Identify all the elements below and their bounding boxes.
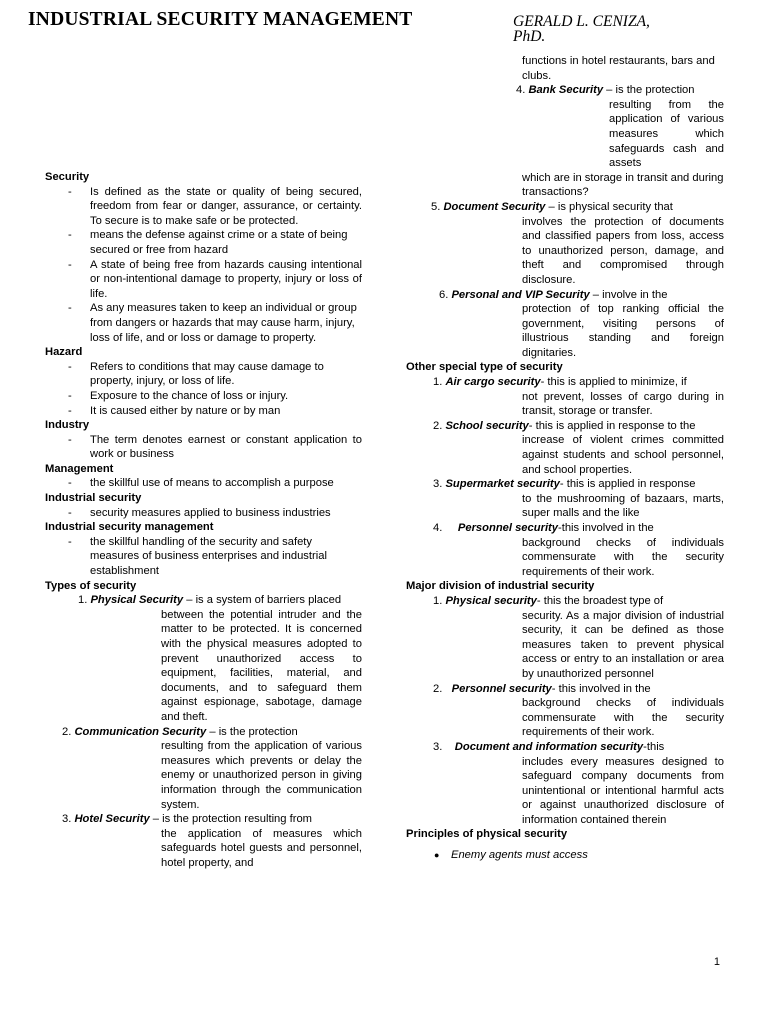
item-text-first: -this involved in the xyxy=(558,522,654,534)
item-term: Physical security xyxy=(445,594,537,607)
item-term: Document and information security xyxy=(454,740,644,753)
numbered-item xyxy=(406,477,724,521)
item-text-first: - this the broadest type of xyxy=(536,594,664,607)
item-text-first: - this is applied in response to the xyxy=(528,419,696,432)
numbered-item xyxy=(406,740,724,828)
list-item: - It is caused either by nature or by man xyxy=(45,404,362,419)
item-term: Hotel Security xyxy=(74,813,150,826)
bullet-item: ● Enemy agents must access xyxy=(406,848,724,863)
item-term: Communication Security xyxy=(74,725,207,738)
list-item: - As any measures taken to keep an individual or group from dangers or hazards that may cause harm, injury, loss of life, and or loss or damage to property. xyxy=(45,301,362,345)
list-item: - Refers to conditions that may cause damage to property, injury, or loss of life. xyxy=(45,360,362,389)
item-text-rest: resulting from the application of various measures which prevents or delay the enemy or unauthorized person in giving information through the communication system. xyxy=(161,740,362,811)
item-text-tail: which are in storage in transit and during transactions? xyxy=(522,171,724,199)
item-number: 4. xyxy=(516,84,526,97)
item-text-rest: includes every measures designed to safeguard company documents from unintentional or intentional harmful acts or against unauthorized disclosure of information contained therein xyxy=(522,755,724,826)
list-item: - Exposure to the chance of loss or injury. xyxy=(45,389,362,404)
continued-text: functions in hotel restaurants, bars and clubs. xyxy=(522,55,715,82)
heading-security: Security xyxy=(45,171,90,183)
author-line-1: GERALD L. CENIZA, xyxy=(513,13,650,30)
left-column xyxy=(45,170,362,871)
item-term: Document Security xyxy=(443,200,546,213)
item-text-first: - this is applied in response xyxy=(559,478,696,491)
item-text-rest: involves the protection of documents and classified papers from loss, access to unauthorized person, damage, and theft and compromised through disclosure. xyxy=(522,215,724,286)
heading-industrial-security-management: Industrial security management xyxy=(45,521,214,534)
item-text-first: – is the protection xyxy=(603,84,695,97)
item-number: 2. xyxy=(433,419,443,432)
item-number: 1. xyxy=(433,594,443,607)
heading-industrial-security: Industrial security xyxy=(45,492,142,505)
item-text-rest: increase of violent crimes committed against students and school personnel, and school properties. xyxy=(522,434,724,476)
heading-principles: Principles of physical security xyxy=(406,828,568,841)
item-text-rest: protection of top ranking official the government, visiting persons of illustrious standing and foreign dignitaries. xyxy=(522,303,724,359)
item-text-first: - this is applied to minimize, if xyxy=(540,376,687,389)
right-column xyxy=(406,54,724,863)
item-term: Personnel security xyxy=(457,522,558,534)
item-term: Physical Security xyxy=(90,594,184,607)
item-text-first: – is a system of barriers placed xyxy=(183,594,342,607)
numbered-item xyxy=(406,594,724,682)
item-number: 1. xyxy=(433,376,443,389)
item-text-first: – involve in the xyxy=(589,288,668,301)
item-term: Supermarket security xyxy=(445,478,560,491)
item-text-first: – is the protection xyxy=(206,725,298,738)
numbered-item xyxy=(406,419,724,477)
heading-major-division: Major division of industrial security xyxy=(406,580,595,593)
item-number: 3. xyxy=(433,478,443,491)
list-item: - means the defense against crime or a state of being secured or free from hazard xyxy=(45,228,362,257)
item-text-rest: not prevent, losses of cargo during in transit, storage or transfer. xyxy=(522,390,724,418)
item-text-first: – is the protection resulting from xyxy=(149,813,312,826)
list-item: - Is defined as the state or quality of being secured, freedom from fear or danger, assurance, or certainty. To secure is to make safe or be protected. xyxy=(45,185,362,229)
item-text-first: -this xyxy=(643,740,665,753)
item-text-rest: resulting from the application of various measures which safeguards cash and assets xyxy=(609,98,724,170)
list-item: - security measures applied to business industries xyxy=(45,506,362,521)
heading-hazard: Hazard xyxy=(45,346,83,359)
item-text-rest: between the potential intruder and the matter to be protected. It is concerned with the physical measures adopted to prevent unauthorized access to equipment, facilities, material, and documents, and to safeguard them against espionage, sabotage, damage and theft. xyxy=(161,608,362,723)
page-number: 1 xyxy=(713,956,720,968)
list-item: - A state of being free from hazards causing intentional or non-intentional damage to property, injury or loss of life. xyxy=(45,258,362,302)
list-item: - the skillful use of means to accomplish a purpose xyxy=(45,476,362,491)
item-term: Bank Security xyxy=(528,84,604,97)
item-text-first: – is physical security that xyxy=(545,200,673,213)
item-term: School security xyxy=(445,419,529,432)
numbered-item xyxy=(45,812,362,870)
item-number: 4. xyxy=(433,522,443,534)
item-number: 3. xyxy=(62,813,72,826)
item-number: 2. xyxy=(433,682,443,695)
list-item: - The term denotes earnest or constant application to work or business xyxy=(45,433,362,462)
numbered-item xyxy=(406,682,724,740)
document-title: INDUSTRIAL SECURITY MANAGEMENT xyxy=(28,9,413,30)
numbered-item xyxy=(406,521,724,579)
numbered-item xyxy=(406,288,724,361)
heading-other-special-types: Other special type of security xyxy=(406,361,563,374)
numbered-item xyxy=(45,593,362,724)
list-item: - the skillful handling of the security and safety measures of business enterprises and industrial establishment xyxy=(45,535,362,579)
numbered-item xyxy=(406,83,724,200)
item-number: 2. xyxy=(62,725,72,738)
heading-industry: Industry xyxy=(45,419,90,432)
item-text-rest: background checks of individuals commensurate with the security requirements of their work. xyxy=(522,697,724,739)
item-number: 3. xyxy=(433,740,443,753)
item-number: 5. xyxy=(431,200,441,213)
item-number: 6. xyxy=(439,288,449,301)
item-term: Air cargo security xyxy=(445,376,541,389)
author-line-2: PhD. xyxy=(513,28,546,45)
item-text-rest: the application of measures which safeguards hotel guests and personnel, hotel property, and xyxy=(161,827,362,869)
numbered-item xyxy=(45,725,362,813)
heading-types-of-security: Types of security xyxy=(45,579,137,592)
heading-management: Management xyxy=(45,462,114,475)
numbered-item xyxy=(406,375,724,419)
item-text-rest: background checks of individuals commensurate with the security requirements of their work. xyxy=(522,536,724,578)
item-term: Personal and VIP Security xyxy=(451,288,590,301)
item-number: 1. xyxy=(78,594,88,607)
item-term: Personnel security xyxy=(451,682,552,695)
item-text-first: - this involved in the xyxy=(551,682,651,695)
numbered-item xyxy=(406,200,724,288)
author-name xyxy=(513,14,650,44)
item-text-rest: security. As a major division of industrial security, it can be defined as those measures taken to prevent physical access or entry to an installation or area by unauthorized personnel xyxy=(522,609,724,680)
item-text-rest: to the mushrooming of bazaars, marts, super malls and the like xyxy=(522,492,724,520)
